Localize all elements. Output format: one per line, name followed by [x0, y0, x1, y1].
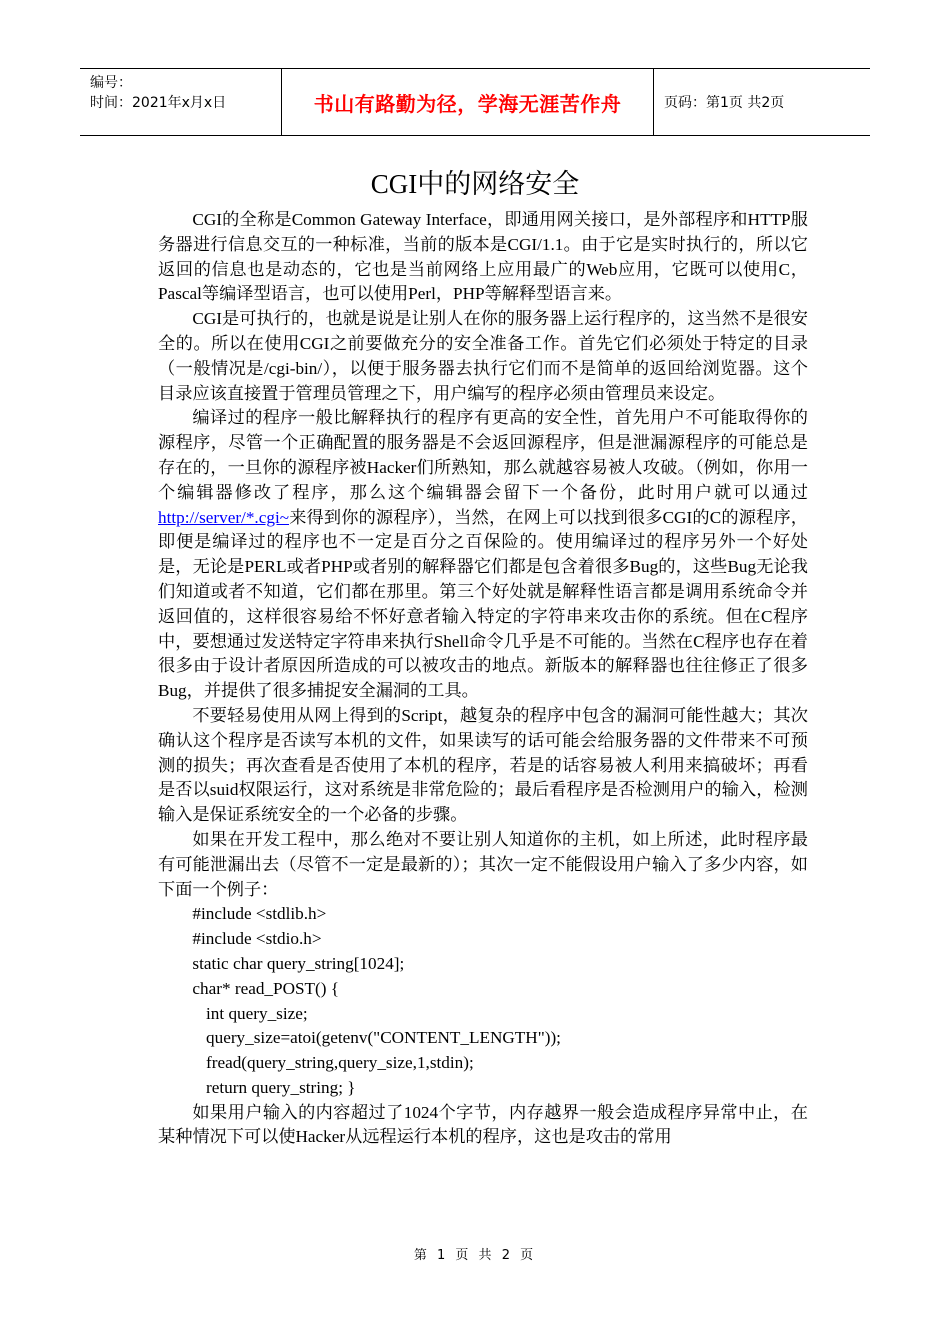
- header-meta: [80, 69, 282, 135]
- page-footer: 第 1 页 共 2 页: [413, 1248, 537, 1263]
- code-line: int query_size;: [206, 1003, 308, 1023]
- paragraph-6: 如果用户输入的内容超过了1024个字节，内存越界一般会造成程序异常中止，在某种情况下可以使Hacker从远程运行本机的程序，这也是攻击的常用: [158, 1102, 808, 1147]
- header-motto: 书山有路勤为径，学海无涯苦作舟: [282, 69, 654, 135]
- code-line: static char query_string[1024];: [192, 953, 405, 973]
- source-backup-link[interactable]: http://server/*.cgi~: [158, 507, 290, 527]
- document-title: CGI中的网络安全: [370, 169, 580, 199]
- paragraph-4: 不要轻易使用从网上得到的Script，越复杂的程序中包含的漏洞可能性越大；其次确认这个程序是否读写本机的文件，如果读写的话可能会给服务器的文件带来不可预测的损失；再次查看是否使用了本机的程序，若是的话容易被人利用来搞破坏；再看是否以suid权限运行，这对系统是非常危险的；最后看程序是否检测用户的输入，检测输入是保证系统安全的一个必备的步骤。: [158, 705, 808, 825]
- page-header: [80, 68, 870, 136]
- code-line: #include <stdio.h>: [192, 929, 322, 949]
- header-page-info: 页码：第1页 共2页: [664, 95, 785, 111]
- paragraph-3: [158, 406, 808, 704]
- document-body: [158, 208, 808, 1150]
- paragraph-3-text-after: 来得到你的源程序），当然，在网上可以找到很多CGI的C的源程序，即便是编译过的程序也不一定是百分之百保险的。使用编译过的程序另外一个好处是，无论是PERL或者PHP或者别的解释器它们都是包含着很多Bug的，这些Bug无论我们知道或者不知道，它们都在那里。第三个好处就是解释性语言都是调用系统命令并返回值的，这样很容易给不怀好意者输入特定的字符串来攻击你的系统。但在C程序中，要想通过发送特定字符串来执行Shell命令几乎是不可能的。当然在C程序也存在着很多由于设计者原因所造成的可以被攻击的地点。新版本的解释器也往往修正了很多Bug，并提供了很多捕捉安全漏洞的工具。: [158, 507, 808, 701]
- code-line: fread(query_string,query_size,1,stdin);: [206, 1053, 474, 1073]
- paragraph-2: CGI是可执行的，也就是说是让别人在你的服务器上运行程序的，这当然不是很安全的。所以在使用CGI之前要做充分的安全准备工作。首先它们必须处于特定的目录（一般情况是/cgi-bin/），以便于服务器去执行它们而不是简单的返回给浏览器。这个目录应该直接置于管理员管理之下，用户编写的程序必须由管理员来设定。: [158, 309, 808, 403]
- document-number: 编号：: [90, 75, 132, 91]
- code-line: #include <stdlib.h>: [192, 904, 327, 924]
- code-line: char* read_POST() {: [192, 978, 340, 998]
- code-line: query_size=atoi(getenv("CONTENT_LENGTH"));: [206, 1028, 561, 1048]
- paragraph-3-text-before: 编译过的程序一般比解释执行的程序有更高的安全性，首先用户不可能取得你的源程序，尽管一个正确配置的服务器是不会返回源程序，但是泄漏源程序的可能总是存在的，一旦你的源程序被Hacker们所熟知，那么就越容易被人攻破。（例如，你用一个编辑器修改了程序，那么这个编辑器会留下一个备份，此时用户就可以通过: [158, 408, 808, 502]
- document-date: 时间：2021年x月x日: [90, 95, 227, 111]
- code-line: return query_string; }: [206, 1077, 356, 1097]
- paragraph-1: CGI的全称是Common Gateway Interface，即通用网关接口，是外部程序和HTTP服务器进行信息交互的一种标准，当前的版本是CGI/1.1。由于它是实时执行的，所以它返回的信息也是动态的，它也是当前网络上应用最广的Web应用，它既可以使用C，Pascal等编译型语言，也可以使用Perl，PHP等解释型语言来。: [158, 210, 808, 304]
- paragraph-5: 如果在开发工程中，那么绝对不要让别人知道你的主机，如上所述，此时程序最有可能泄漏出去（尽管不一定是最新的）；其次一定不能假设用户输入了多少内容，如下面一个例子：: [158, 829, 808, 899]
